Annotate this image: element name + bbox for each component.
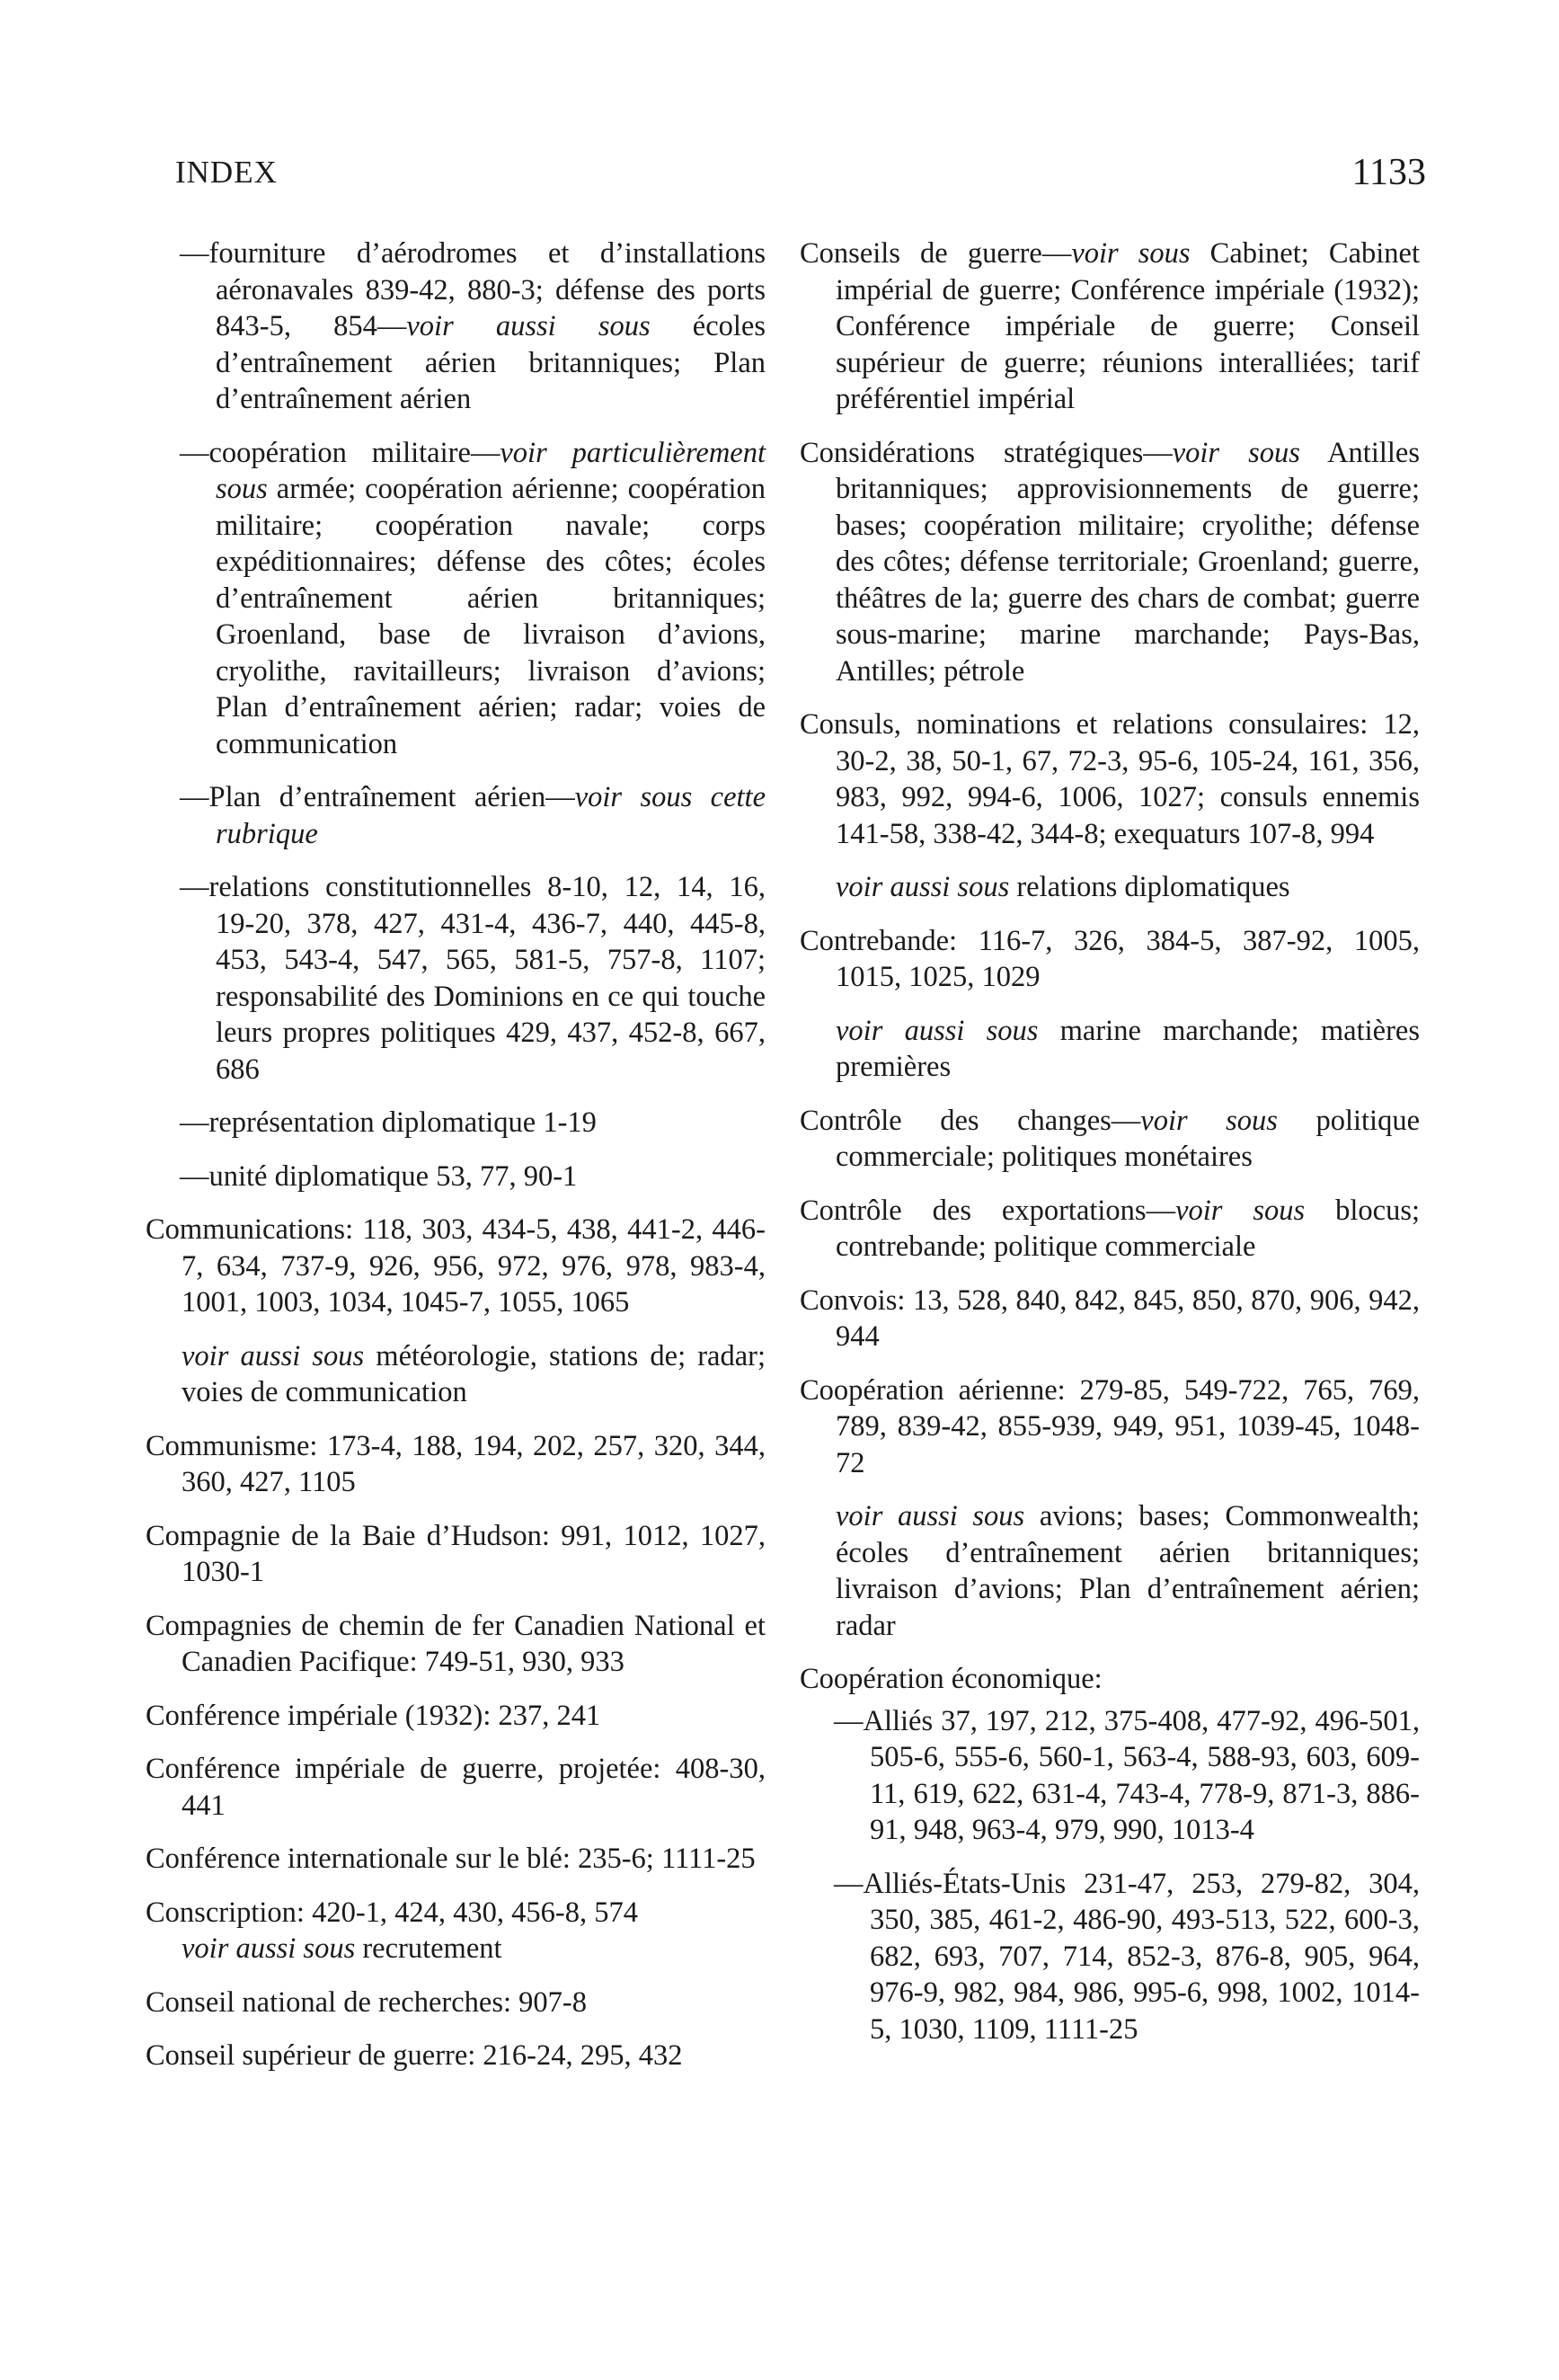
index-entry: Conseil national de recherches: 907-8 xyxy=(146,1985,587,2019)
index-entry: Consuls, nominations et relations consulaires: 12, 30-2, 38, 50-1, 67, 72-3, 95-6, 105-24, 161, 356, 983, 992, 994-6, 1006, 1027; consuls ennemis 141-58, 338-42, 344-8; exequaturs 107-8, 994 xyxy=(800,708,1420,850)
index-entry: Conférence impériale de guerre, projetée: 408-30, 441 xyxy=(146,1753,766,1822)
page-number: 1133 xyxy=(1351,152,1426,193)
index-subentry: —représentation diplomatique 1-19 xyxy=(180,1106,597,1139)
index-entry: Conseils de guerre—voir sous Cabinet; Cabinet impérial de guerre; Conférence impériale (1932); Conférence impériale de guerre; Conseil supérieur de guerre; réunions interalliées; tarif préférentiel impérial xyxy=(800,237,1420,415)
index-entry: Contrebande: 116-7, 326, 384-5, 387-92, 1005, 1015, 1025, 1029 xyxy=(800,924,1420,993)
index-entry: Convois: 13, 528, 840, 842, 845, 850, 870, 906, 942, 944 xyxy=(800,1283,1420,1353)
index-subentry: —Alliés-États-Unis 231-47, 253, 279-82, 304, 350, 385, 461-2, 486-90, 493-513, 522, 600-3, 682, 693, 707, 714, 852-3, 876-8, 905, 964, 976-9, 982, 984, 986, 995-6, 998, 1002, 1014-5, 1030, 1109, 1111-25 xyxy=(834,1867,1420,2046)
left-column xyxy=(146,235,766,2091)
index-entry: Conseil supérieur de guerre: 216-24, 295, 432 xyxy=(146,2039,683,2072)
index-entry: Conférence internationale sur le blé: 235-6; 1111-25 xyxy=(146,1843,756,1875)
index-entry: Coopération économique: xyxy=(800,1663,1103,1695)
see-also: voir aussi sous recrutement xyxy=(182,1932,502,1965)
index-entry: Compagnies de chemin de fer Canadien National et Canadien Pacifique: 749-51, 930, 933 xyxy=(146,1609,766,1678)
see-also: voir aussi sous avions; bases; Commonwealth; écoles d’entraînement aérien britanniques; livraison d’avions; Plan d’entraînement aérien; radar xyxy=(836,1500,1420,1642)
index-entry: Contrôle des changes—voir sous politique commerciale; politiques monétaires xyxy=(800,1104,1420,1173)
index-entry: Conscription: 420-1, 424, 430, 456-8, 574 xyxy=(146,1896,638,1929)
see-also: voir aussi sous météorologie, stations de; radar; voies de communication xyxy=(182,1339,766,1408)
index-subentry: —unité diplomatique 53, 77, 90-1 xyxy=(180,1159,578,1193)
right-column xyxy=(800,235,1420,2065)
index-subentry: —coopération militaire—voir particulièrement sous armée; coopération aérienne; coopération militaire; coopération navale; corps expéditionnaires; défense des côtes; écoles d’entraînement aérien britanniques; Groenland, base de livraison d’avions, cryolithe, ravitailleurs; livraison d’avions; Plan d’entraînement aérien; radar; voies de communication xyxy=(180,436,766,760)
index-entry: Contrôle des exportations—voir sous blocus; contrebande; politique commerciale xyxy=(800,1194,1421,1263)
see-also: voir aussi sous relations diplomatiques xyxy=(836,871,1290,903)
index-subentry: —fourniture d’aérodromes et d’installations aéronavales 839-42, 880-3; défense des ports 843-5, 854—voir aussi sous écoles d’entraînement aérien britanniques; Plan d’entraînement aérien xyxy=(180,237,766,415)
index-entry: Conférence impériale (1932): 237, 241 xyxy=(146,1699,601,1732)
index-entry: Communications: 118, 303, 434-5, 438, 441-2, 446-7, 634, 737-9, 926, 956, 972, 976, 978, 983-4, 1001, 1003, 1034, 1045-7, 1055, 1065 xyxy=(146,1213,766,1319)
index-subentry: —relations constitutionnelles 8-10, 12, 14, 16, 19-20, 378, 427, 431-4, 436-7, 440, 445-8, 453, 543-4, 547, 565, 581-5, 757-8, 1107; responsabilité des Dominions en ce qui touche leurs propres politiques 429, 437, 452-8, 667, 686 xyxy=(180,871,766,1086)
index-entry: Compagnie de la Baie d’Hudson: 991, 1012, 1027, 1030-1 xyxy=(146,1519,766,1588)
index-subentry: —Plan d’entraînement aérien—voir sous cette rubrique xyxy=(180,781,766,850)
running-head: INDEX xyxy=(175,155,278,190)
index-entry: Communisme: 173-4, 188, 194, 202, 257, 320, 344, 360, 427, 1105 xyxy=(146,1429,766,1498)
index-entry: Considérations stratégiques—voir sous Antilles britanniques; approvisionnements de guerre; bases; coopération militaire; cryolithe; défense des côtes; défense territoriale; Groenland; guerre, théâtres de la; guerre des chars de combat; guerre sous-marine; marine marchande; Pays-Bas, Antilles; pétrole xyxy=(800,436,1420,688)
see-also: voir aussi sous marine marchande; matières premières xyxy=(836,1014,1420,1083)
index-subentry: —Alliés 37, 197, 212, 375-408, 477-92, 496-501, 505-6, 555-6, 560-1, 563-4, 588-93, 603, 609-11, 619, 622, 631-4, 743-4, 778-9, 871-3, 886-91, 948, 963-4, 979, 990, 1013-4 xyxy=(834,1704,1420,1846)
index-entry: Coopération aérienne: 279-85, 549-722, 765, 769, 789, 839-42, 855-939, 949, 951, 1039-45, 1048-72 xyxy=(800,1373,1420,1479)
